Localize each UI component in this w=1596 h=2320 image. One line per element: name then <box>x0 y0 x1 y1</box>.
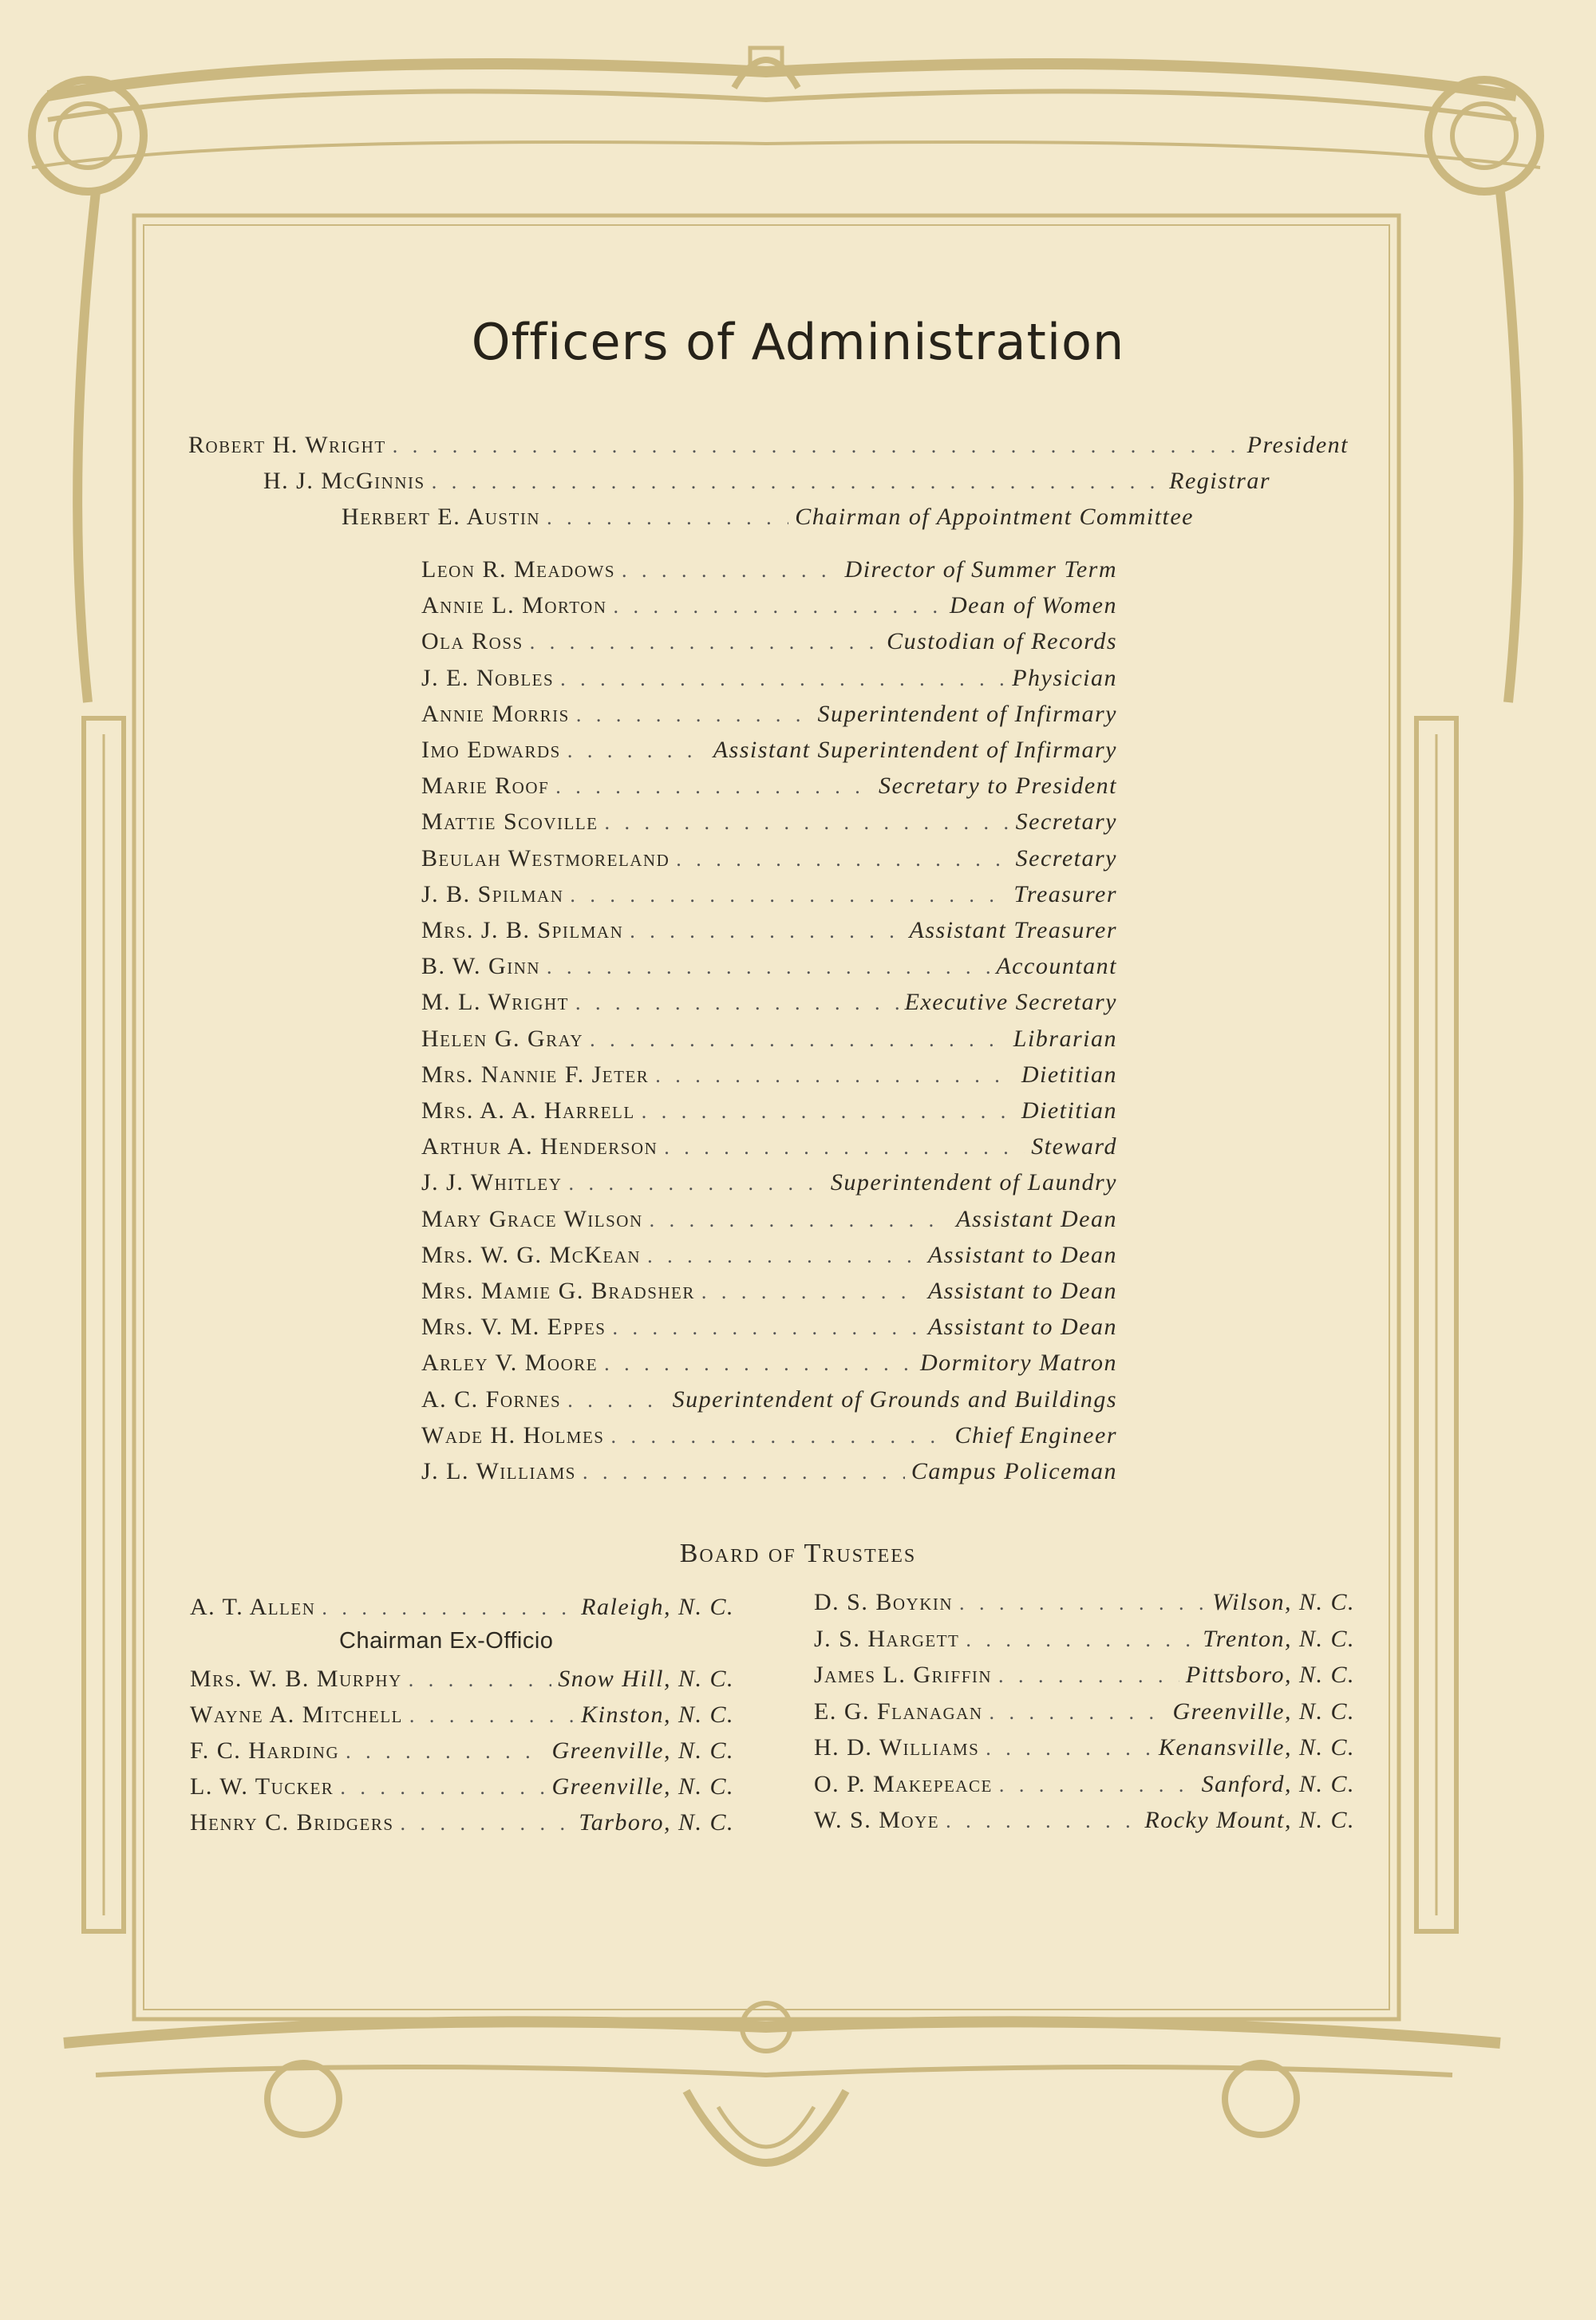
entry-role: Pittsboro, N. C. <box>1185 1662 1355 1688</box>
dot-leader <box>583 1456 905 1488</box>
officer-row <box>421 1456 1117 1488</box>
officer-row <box>421 1420 1117 1452</box>
officer-row <box>421 986 1117 1019</box>
officer-row <box>421 915 1117 947</box>
dot-leader <box>959 1587 1206 1619</box>
entry-name: Annie Morris <box>421 700 570 727</box>
entry-role: Dormitory Matron <box>919 1350 1117 1377</box>
officer-row <box>421 1131 1117 1164</box>
entry-name: J. J. Whitley <box>421 1169 563 1196</box>
officer-row <box>421 734 1117 767</box>
entry-name: Mrs. J. B. Spilman <box>421 917 624 943</box>
dot-leader <box>401 1808 573 1840</box>
dot-leader <box>567 1385 666 1417</box>
trustee-row <box>814 1659 1355 1692</box>
dot-leader <box>567 735 707 767</box>
entry-role: Steward <box>1031 1133 1117 1160</box>
officer-row <box>421 1384 1117 1417</box>
entry-name: H. J. McGinnis <box>263 468 425 494</box>
dot-leader <box>630 915 903 947</box>
entry-name: A. C. Fornes <box>421 1385 562 1413</box>
dot-leader <box>650 1204 950 1236</box>
entry-name: Wade H. Holmes <box>421 1421 605 1449</box>
entry-name: Arley V. Moore <box>421 1350 598 1377</box>
trustee-row <box>190 1735 734 1768</box>
officer-row <box>421 1347 1117 1380</box>
entry-role: Dietitian <box>1021 1097 1117 1124</box>
entry-name: Marie Roof <box>421 773 550 800</box>
entry-role: Dean of Women <box>949 592 1117 619</box>
entry-role: Greenville, N. C. <box>551 1773 734 1800</box>
dot-leader <box>576 699 812 731</box>
officer-row <box>342 501 1194 534</box>
entry-role: Greenville, N. C. <box>551 1737 734 1764</box>
entry-role: Assistant to Dean <box>927 1241 1117 1268</box>
entry-name: Mrs. A. A. Harrell <box>421 1097 635 1124</box>
officer-row <box>421 1239 1117 1272</box>
dot-leader <box>570 879 1007 911</box>
entry-role: Secretary <box>1015 844 1117 871</box>
entry-name: J. E. Nobles <box>421 664 555 691</box>
entry-name: Herbert E. Austin <box>342 504 541 530</box>
dot-leader <box>676 844 1009 875</box>
dot-leader <box>555 771 872 803</box>
dot-leader <box>346 1736 545 1768</box>
entry-role: Assistant to Dean <box>927 1278 1117 1304</box>
entry-role: Superintendent of Infirmary <box>817 700 1117 727</box>
entry-name: A. T. Allen <box>190 1594 316 1620</box>
dot-leader <box>701 1276 922 1308</box>
dot-leader <box>622 555 839 587</box>
entry-name: Wayne A. Mitchell <box>190 1701 403 1728</box>
entry-name: Annie L. Morton <box>421 592 607 619</box>
officer-row <box>421 1059 1117 1092</box>
trustee-row <box>814 1732 1355 1765</box>
page-title: Officers of Administration <box>471 313 1125 371</box>
trustee-row <box>814 1804 1355 1837</box>
entry-role: President <box>1246 432 1349 458</box>
entry-role: Tarboro, N. C. <box>579 1809 734 1836</box>
entry-role: Chief Engineer <box>954 1421 1117 1449</box>
trustee-row <box>190 1807 734 1840</box>
entry-name: Mary Grace Wilson <box>421 1205 643 1232</box>
entry-name: Henry C. Bridgers <box>190 1809 394 1836</box>
entry-name: Mrs. W. G. McKean <box>421 1241 642 1268</box>
entry-name: Mrs. Nannie F. Jeter <box>421 1061 650 1088</box>
officer-row <box>263 465 1270 498</box>
entry-name: Beulah Westmoreland <box>421 844 670 871</box>
entry-name: L. W. Tucker <box>190 1773 334 1800</box>
entry-name: Mrs. W. B. Murphy <box>190 1666 402 1692</box>
entry-name: J. L. Williams <box>421 1458 576 1484</box>
trustee-row <box>814 1696 1355 1729</box>
dot-leader <box>946 1805 1138 1837</box>
dot-leader <box>340 1772 545 1804</box>
entry-name: Imo Edwards <box>421 737 561 763</box>
entry-name: Mrs. Mamie G. Bradsher <box>421 1278 695 1304</box>
entry-role: Secretary <box>1015 808 1117 836</box>
entry-role: Wilson, N. C. <box>1212 1589 1355 1615</box>
officer-row <box>421 1311 1117 1344</box>
trustee-row <box>814 1623 1355 1656</box>
officer-row <box>421 806 1117 839</box>
entry-name: O. P. Makepeace <box>814 1770 993 1797</box>
dot-leader <box>560 663 1005 695</box>
dot-leader <box>610 1421 948 1452</box>
officer-row <box>421 698 1117 731</box>
entry-role: Rocky Mount, N. C. <box>1144 1807 1355 1833</box>
trustee-row <box>190 1663 734 1696</box>
officer-row <box>188 429 1349 462</box>
officer-row <box>421 1167 1117 1200</box>
dot-leader <box>966 1624 1196 1656</box>
officer-row <box>421 626 1117 658</box>
entry-role: Dietitian <box>1021 1061 1117 1088</box>
dot-leader <box>642 1096 1015 1128</box>
entry-role: Superintendent of Laundry <box>830 1169 1117 1196</box>
trustee-row <box>190 1591 734 1624</box>
dot-leader <box>432 466 1163 498</box>
entry-role: Sanford, N. C. <box>1201 1770 1355 1797</box>
dot-leader <box>409 1664 552 1696</box>
dot-leader <box>655 1060 1015 1092</box>
entry-role: Physician <box>1012 664 1117 691</box>
trustee-row <box>190 1771 734 1804</box>
officer-row <box>421 843 1117 875</box>
dot-leader <box>530 626 880 658</box>
dot-leader <box>986 1733 1152 1765</box>
dot-leader <box>575 987 899 1019</box>
dot-leader <box>393 430 1241 462</box>
dot-leader <box>547 502 788 534</box>
board-heading: Board of Trustees <box>679 1539 917 1568</box>
dot-leader <box>604 1348 914 1380</box>
entry-role: Raleigh, N. C. <box>581 1594 734 1620</box>
trustee-row <box>814 1769 1355 1801</box>
dot-leader <box>547 951 990 983</box>
entry-name: James L. Griffin <box>814 1662 993 1688</box>
officer-row <box>421 662 1117 695</box>
entry-name: Mrs. V. M. Eppes <box>421 1314 606 1341</box>
entry-role: Assistant Treasurer <box>909 917 1117 943</box>
entry-name: W. S. Moye <box>814 1807 940 1833</box>
dot-leader <box>664 1132 1025 1164</box>
officer-row <box>421 554 1117 587</box>
entry-name: Helen G. Gray <box>421 1025 584 1052</box>
entry-name: E. G. Flanagan <box>814 1698 983 1725</box>
entry-role: Kinston, N. C. <box>581 1701 734 1728</box>
entry-role: Accountant <box>996 953 1117 980</box>
officer-row <box>421 951 1117 983</box>
dot-leader <box>612 1312 921 1344</box>
dot-leader <box>998 1660 1179 1692</box>
dot-leader <box>605 807 1009 839</box>
entry-name: Mattie Scoville <box>421 808 598 836</box>
officer-row <box>421 1203 1117 1236</box>
dot-leader <box>568 1168 824 1200</box>
entry-role: Assistant to Dean <box>927 1314 1117 1341</box>
entry-name: H. D. Williams <box>814 1734 980 1761</box>
entry-name: J. B. Spilman <box>421 880 564 907</box>
entry-name: J. S. Hargett <box>814 1625 960 1652</box>
entry-role: Treasurer <box>1013 880 1117 907</box>
trustee-row <box>190 1699 734 1732</box>
entry-role: Executive Secretary <box>904 989 1117 1016</box>
entry-role: Custodian of Records <box>887 628 1117 655</box>
entry-name: Arthur A. Henderson <box>421 1133 658 1160</box>
dot-leader <box>614 591 943 622</box>
entry-role: Director of Summer Term <box>844 556 1117 583</box>
entry-role: Registrar <box>1169 468 1270 494</box>
officer-row <box>421 590 1117 622</box>
dot-leader <box>590 1024 1007 1056</box>
entry-name: Ola Ross <box>421 628 523 655</box>
officer-row <box>421 770 1117 803</box>
entry-role: Greenville, N. C. <box>1172 1698 1355 1725</box>
entry-name: B. W. Ginn <box>421 953 541 980</box>
entry-name: M. L. Wright <box>421 989 569 1016</box>
dot-leader <box>647 1240 922 1272</box>
entry-name: D. S. Boykin <box>814 1589 954 1615</box>
entry-role: Secretary to President <box>878 773 1117 800</box>
officer-row <box>421 1023 1117 1056</box>
trustee-row <box>814 1587 1355 1619</box>
entry-role: Campus Policeman <box>911 1458 1117 1484</box>
officer-row <box>421 1275 1117 1308</box>
entry-name: Robert H. Wright <box>188 432 386 458</box>
entry-role: Chairman of Appointment Committee <box>795 504 1194 530</box>
entry-role: Superintendent of Grounds and Buildings <box>672 1385 1117 1413</box>
dot-leader <box>999 1769 1195 1801</box>
dot-leader <box>409 1700 575 1732</box>
entry-role: Assistant Superintendent of Infirmary <box>713 737 1117 763</box>
entry-name: Leon R. Meadows <box>421 556 615 583</box>
officer-row <box>421 879 1117 911</box>
entry-role: Trenton, N. C. <box>1203 1625 1355 1652</box>
entry-role: Librarian <box>1013 1025 1117 1052</box>
entry-role: Snow Hill, N. C. <box>558 1666 734 1692</box>
entry-role: Assistant Dean <box>956 1205 1117 1232</box>
dot-leader <box>322 1592 575 1624</box>
dot-leader <box>990 1697 1167 1729</box>
chairman-note: Chairman Ex-Officio <box>339 1628 554 1654</box>
officer-row <box>421 1095 1117 1128</box>
entry-role: Kenansville, N. C. <box>1158 1734 1355 1761</box>
entry-name: F. C. Harding <box>190 1737 340 1764</box>
